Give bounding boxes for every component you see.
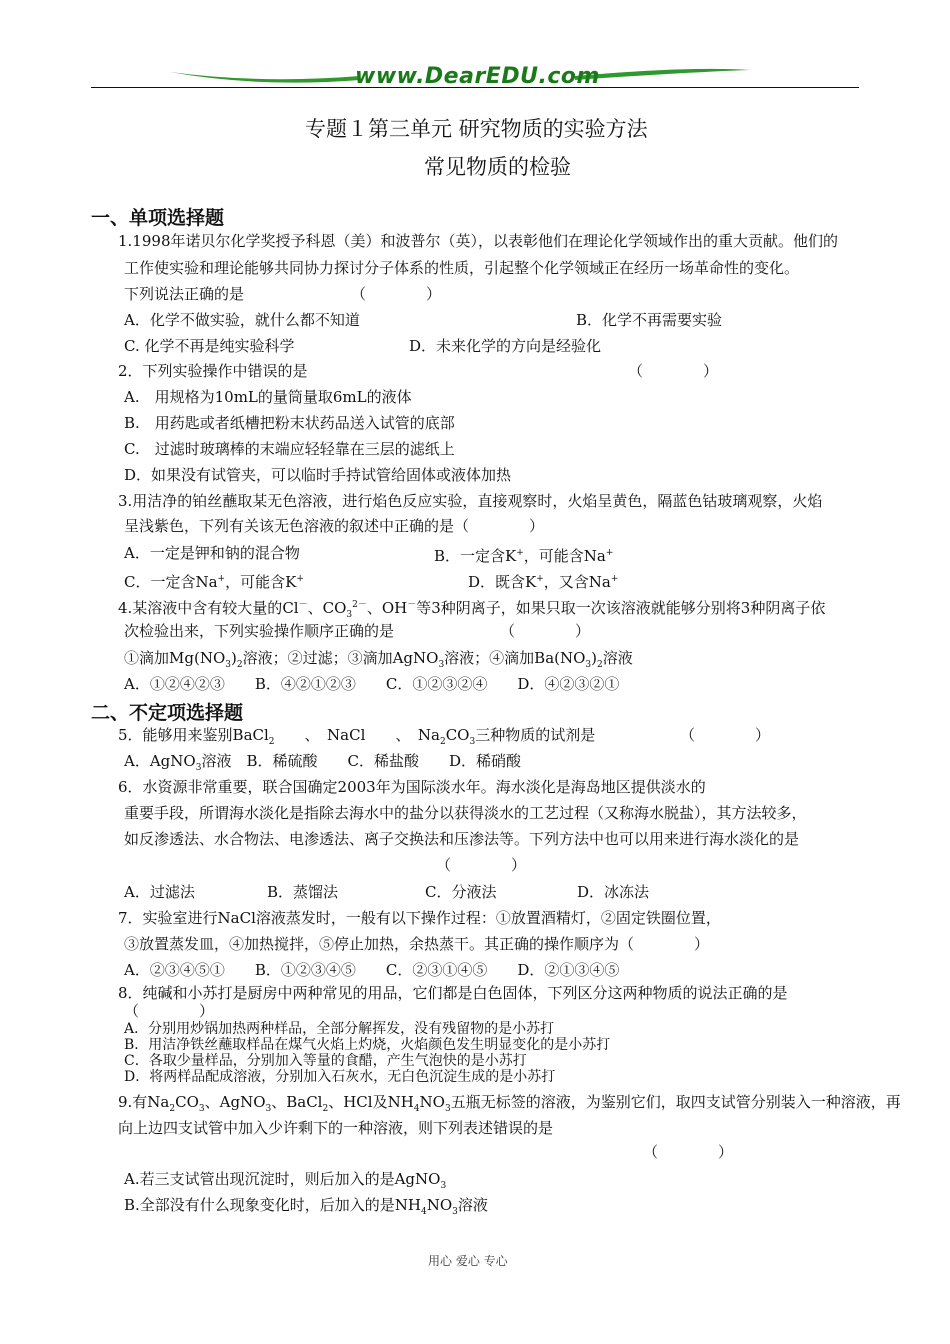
q3-line: 呈浅紫色，下列有关该无色溶液的叙述中正确的是（ ） [124,517,545,535]
q2-stem: 2．下列实验操作中错误的是 [118,362,308,380]
q7-options: A．②③④⑤① B．①②③④⑤ C．②③①④⑤ D．②①③④⑤ [124,961,620,979]
q3-option-a: A．一定是钾和钠的混合物 [124,544,300,562]
q2-option-b: B. 用药匙或者纸槽把粉末状药品送入试管的底部 [124,414,455,432]
q5-options: A．AgNO$_3$溶液 B．稀硫酸 C．稀盐酸 D．稀硝酸 [124,752,521,773]
q9-option-a: A.若三支试管出现沉淀时，则后加入的是AgNO$_3$ [124,1170,447,1191]
page-title: 专题１第三单元 研究物质的实验方法 [305,117,648,141]
q9-line: 9.有$Na_2CO_3$、AgNO$_3$、BaCl$_2$、HCl及$NH_4NO_3$五瓶无标签的溶液，为鉴别它们，取四支试管分别装入一种溶液，再 [118,1093,901,1114]
q4-steps: ①滴加$Mg(NO_3)_2$溶液；②过滤；③滴加AgNO$_3$溶液；④滴加$Ba(NO_3)_2$溶液 [124,649,633,670]
q1-option-c: C. 化学不再是纯实验科学 [124,337,295,355]
page-subtitle: 常见物质的检验 [424,155,571,179]
q1-option-d: D．未来化学的方向是经验化 [409,337,602,355]
q4-line: 4.某溶液中含有较大量的Cl－、$CO_3^{2-}$、OH－等3种阴离子，如果只取一次该溶液就能够分别将3种阴离子依 [118,599,826,620]
q7-line: ③放置蒸发皿，④加热搅拌，⑤停止加热，余热蒸干。其正确的操作顺序为（ ） [124,935,710,953]
q1-option-b: B．化学不再需要实验 [576,311,723,329]
q6-line: 如反渗透法、水合物法、电渗透法、离子交换法和压渗法等。下列方法中也可以用来进行海水淡化的是 [124,830,800,848]
q3-option-c: C．一定含Na+，可能含K+ [124,573,304,591]
page-footer: 用心 爱心 专心 [428,1254,508,1268]
q8-option-c: C．各取少量样品，分别加入等量的食醋，产生气泡快的是小苏打 [124,1053,527,1069]
q8-answer-bracket: （ ） [124,1002,215,1020]
header-rule [91,87,859,88]
q6-line: 6．水资源非常重要，联合国确定2003年为国际淡水年。海水淡化是海岛地区提供淡水的 [118,778,706,796]
q6-option-c: C．分液法 [425,883,497,901]
q9-option-b: B.全部没有什么现象变化时，后加入的是$NH_4NO_3$溶液 [124,1196,488,1217]
q7-line: 7．实验室进行NaCl溶液蒸发时，一般有以下操作过程：①放置酒精灯，②固定铁圈位置， [118,909,721,927]
q3-option-d: D．既含K+，又含Na+ [468,573,619,591]
q3-option-b: B．一定含K+，可能含Na+ [434,547,614,565]
q6-option-d: D．冰冻法 [577,883,650,901]
q4-options: A．①②④②③ B．④②①②③ C．①②③②④ D．④②③②① [124,675,620,693]
section-heading-single-choice: 一、单项选择题 [91,207,225,229]
q5-stem: 5．能够用来鉴别BaCl$_2$ 、 NaCl 、 $Na_2CO_3$三种物质的试剂是 [118,726,596,747]
q3-line: 3.用洁净的铂丝蘸取某无色溶液，进行焰色反应实验，直接观察时，火焰呈黄色，隔蓝色钴玻璃观察，火焰 [118,492,823,510]
q8-option-d: D．将两样品配成溶液，分别加入石灰水，无白色沉淀生成的是小苏打 [124,1069,556,1085]
logo-text: www.DearEDU.com [355,64,600,89]
q1-line: 下列说法正确的是 [124,285,245,303]
q2-answer-bracket: （ ） [628,362,719,380]
q8-option-a: A．分别用炒锅加热两种样品，全部分解挥发，没有残留物的是小苏打 [124,1021,555,1037]
q2-option-d: D．如果没有试管夹，可以临时手持试管给固体或液体加热 [124,466,512,484]
q1-line: 工作使实验和理论能够共同协力探讨分子体系的性质，引起整个化学领域正在经历一场革命性的变化。 [124,259,800,277]
q9-answer-bracket: （ ） [643,1143,734,1161]
section-heading-multiple-choice: 二、不定项选择题 [91,702,244,724]
q5-answer-bracket: （ ） [680,726,771,744]
q2-option-c: C. 过滤时玻璃棒的末端应轻轻靠在三层的滤纸上 [124,440,455,458]
q1-line: 1.1998年诺贝尔化学奖授予科恩（美）和波普尔（英），以表彰他们在理论化学领域作出的重大贡献。他们的 [118,232,838,250]
q2-option-a: A. 用规格为10mL的量筒量取6mL的液体 [124,388,412,406]
q6-line: 重要手段，所谓海水淡化是指除去海水中的盐分以获得淡水的工艺过程（又称海水脱盐），其方法较多， [124,804,807,822]
q6-option-b: B．蒸馏法 [267,883,339,901]
q1-answer-bracket: （ ） [351,285,442,303]
q1-option-a: A．化学不做实验，就什么都不知道 [124,311,360,329]
q4-answer-bracket: （ ） [500,622,591,640]
q8-option-b: B．用洁净铁丝蘸取样品在煤气火焰上灼烧，火焰颜色发生明显变化的是小苏打 [124,1037,611,1053]
q8-stem: 8．纯碱和小苏打是厨房中两种常见的用品，它们都是白色固体，下列区分这两种物质的说法正确的是 [118,984,788,1002]
q9-line: 向上边四支试管中加入少许剩下的一种溶液，则下列表述错误的是 [118,1119,554,1137]
q4-line: 次检验出来，下列实验操作顺序正确的是 [124,622,395,640]
q6-answer-bracket: （ ） [436,856,527,874]
q6-option-a: A．过滤法 [124,883,195,901]
